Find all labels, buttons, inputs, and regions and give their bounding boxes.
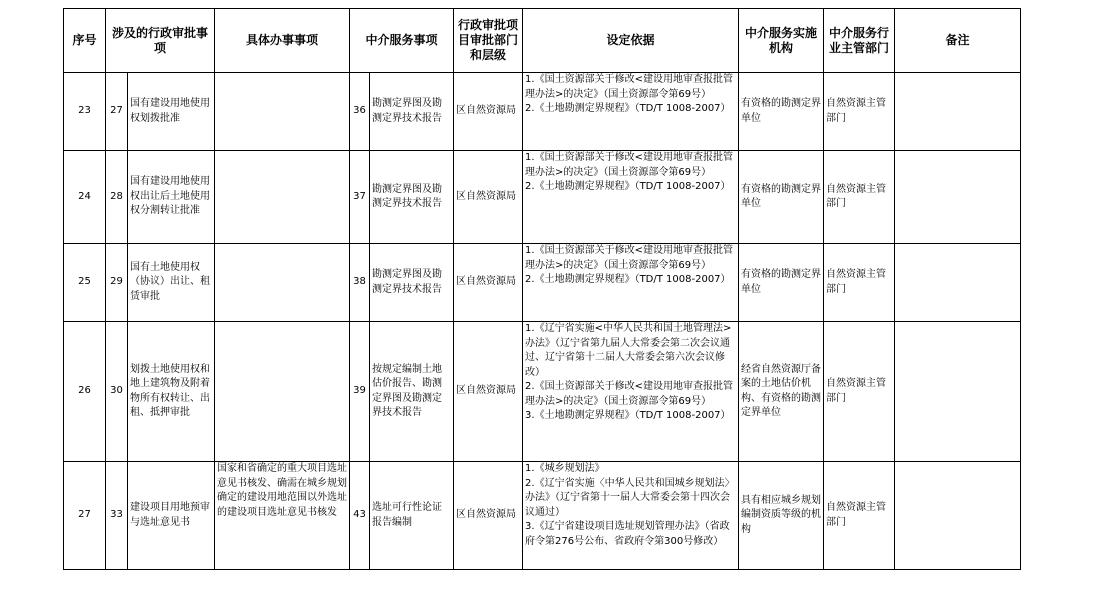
basis-cell xyxy=(523,151,739,244)
specific-cell xyxy=(215,73,350,151)
agency-cell: 有资格的勘测定界单位 xyxy=(739,73,824,151)
agency-cell: 有资格的勘测定界单位 xyxy=(739,244,824,322)
basis-line: 1.《国土资源部关于修改<建设用地审查报批管理办法>的决定》（国土资源部令第69号） xyxy=(525,245,733,271)
basis-cell xyxy=(523,462,739,570)
seq-cell: 24 xyxy=(64,151,106,244)
service-name-cell: 勘测定界图及勘测定界技术报告 xyxy=(370,244,454,322)
authority-cell: 自然资源主管部门 xyxy=(824,322,895,462)
basis-line: 3.《辽宁省建设项目选址规划管理办法》（省政府令第276号公布、省政府令第300号修改） xyxy=(525,521,730,547)
header-specific-item: 具体办事事项 xyxy=(215,9,350,73)
dept-cell: 区自然资源局 xyxy=(454,73,523,151)
basis-line: 1.《辽宁省实施<中华人民共和国土地管理法>办法》（辽宁省第九届人大常委会第二次会议通过、辽宁省第十二届人大常委会第六次会议修改） xyxy=(525,323,732,378)
admin-no-cell: 29 xyxy=(106,244,128,322)
header-basis: 设定依据 xyxy=(523,9,739,73)
authority-cell: 自然资源主管部门 xyxy=(824,73,895,151)
basis-line: 2.《国土资源部关于修改<建设用地审查报批管理办法>的决定》（国土资源部令第69号） xyxy=(525,381,733,407)
service-no-cell: 43 xyxy=(350,462,370,570)
service-no-cell: 36 xyxy=(350,73,370,151)
table-row xyxy=(64,322,1021,462)
basis-cell xyxy=(523,244,739,322)
header-service-item: 中介服务事项 xyxy=(350,9,454,73)
header-admin-item: 涉及的行政审批事项 xyxy=(106,9,215,73)
table-row xyxy=(64,151,1021,244)
admin-name-cell: 建设项目用地预审与选址意见书 xyxy=(128,462,215,570)
header-seq: 序号 xyxy=(64,9,106,73)
agency-cell: 有资格的勘测定界单位 xyxy=(739,151,824,244)
basis-line: 2.《土地勘测定界规程》（TD/T 1008-2007） xyxy=(525,181,731,192)
agency-cell: 具有相应城乡规划编制资质等级的机构 xyxy=(739,462,824,570)
specific-cell xyxy=(215,151,350,244)
admin-name-cell: 划拨土地使用权和地上建筑物及附着物所有权转让、出租、抵押审批 xyxy=(128,322,215,462)
dept-cell: 区自然资源局 xyxy=(454,151,523,244)
specific-cell: 国家和省确定的重大项目选址意见书核发、确需在城乡规划确定的建设用地范围以外选址的建设项目选址意见书核发 xyxy=(215,462,350,570)
authority-cell: 自然资源主管部门 xyxy=(824,244,895,322)
admin-no-cell: 30 xyxy=(106,322,128,462)
table-row xyxy=(64,462,1021,570)
header-authority: 中介服务行业主管部门 xyxy=(824,9,895,73)
basis-cell xyxy=(523,322,739,462)
seq-cell: 26 xyxy=(64,322,106,462)
basis-cell xyxy=(523,73,739,151)
admin-no-cell: 33 xyxy=(106,462,128,570)
dept-cell: 区自然资源局 xyxy=(454,322,523,462)
service-name-cell: 勘测定界图及勘测定界技术报告 xyxy=(370,73,454,151)
dept-cell: 区自然资源局 xyxy=(454,244,523,322)
basis-line: 2.《土地勘测定界规程》（TD/T 1008-2007） xyxy=(525,103,731,114)
service-no-cell: 39 xyxy=(350,322,370,462)
basis-line: 3.《土地勘测定界规程》（TD/T 1008-2007） xyxy=(525,410,731,421)
service-name-cell: 按规定编制土地估价报告、勘测定界图及勘测定界技术报告 xyxy=(370,322,454,462)
basis-line: 2.《辽宁省实施〈中华人民共和国城乡规划法〉办法》（辽宁省第十一届人大常委会第十四次会议通过） xyxy=(525,477,735,518)
admin-name-cell: 国有建设用地使用权出让后土地使用权分割转让批准 xyxy=(128,151,215,244)
remark-cell xyxy=(895,244,1021,322)
seq-cell: 25 xyxy=(64,244,106,322)
authority-cell: 自然资源主管部门 xyxy=(824,151,895,244)
specific-cell xyxy=(215,322,350,462)
remark-cell xyxy=(895,322,1021,462)
remark-cell xyxy=(895,73,1021,151)
admin-name-cell: 国有土地使用权（协议）出让、租赁审批 xyxy=(128,244,215,322)
approval-table xyxy=(63,8,1021,570)
service-no-cell: 38 xyxy=(350,244,370,322)
basis-line: 2.《土地勘测定界规程》（TD/T 1008-2007） xyxy=(525,274,731,285)
header-dept-level: 行政审批项目审批部门和层级 xyxy=(454,9,523,73)
table-row xyxy=(64,73,1021,151)
basis-line: 1.《国土资源部关于修改<建设用地审查报批管理办法>的决定》（国土资源部令第69号） xyxy=(525,152,733,178)
specific-cell xyxy=(215,244,350,322)
header-agency: 中介服务实施机构 xyxy=(739,9,824,73)
header-row xyxy=(64,9,1021,73)
service-name-cell: 选址可行性论证报告编制 xyxy=(370,462,454,570)
table-row xyxy=(64,244,1021,322)
remark-cell xyxy=(895,151,1021,244)
seq-cell: 23 xyxy=(64,73,106,151)
admin-name-cell: 国有建设用地使用权划拨批准 xyxy=(128,73,215,151)
dept-cell: 区自然资源局 xyxy=(454,462,523,570)
admin-no-cell: 27 xyxy=(106,73,128,151)
remark-cell xyxy=(895,462,1021,570)
basis-line: 1.《城乡规划法》 xyxy=(525,463,605,474)
admin-no-cell: 28 xyxy=(106,151,128,244)
seq-cell: 27 xyxy=(64,462,106,570)
authority-cell: 自然资源主管部门 xyxy=(824,462,895,570)
header-remark: 备注 xyxy=(895,9,1021,73)
service-no-cell: 37 xyxy=(350,151,370,244)
basis-line: 1.《国土资源部关于修改<建设用地审查报批管理办法>的决定》（国土资源部令第69号） xyxy=(525,74,733,100)
agency-cell: 经省自然资源厅备案的土地估价机构、有资格的勘测定界单位 xyxy=(739,322,824,462)
service-name-cell: 勘测定界图及勘测定界技术报告 xyxy=(370,151,454,244)
